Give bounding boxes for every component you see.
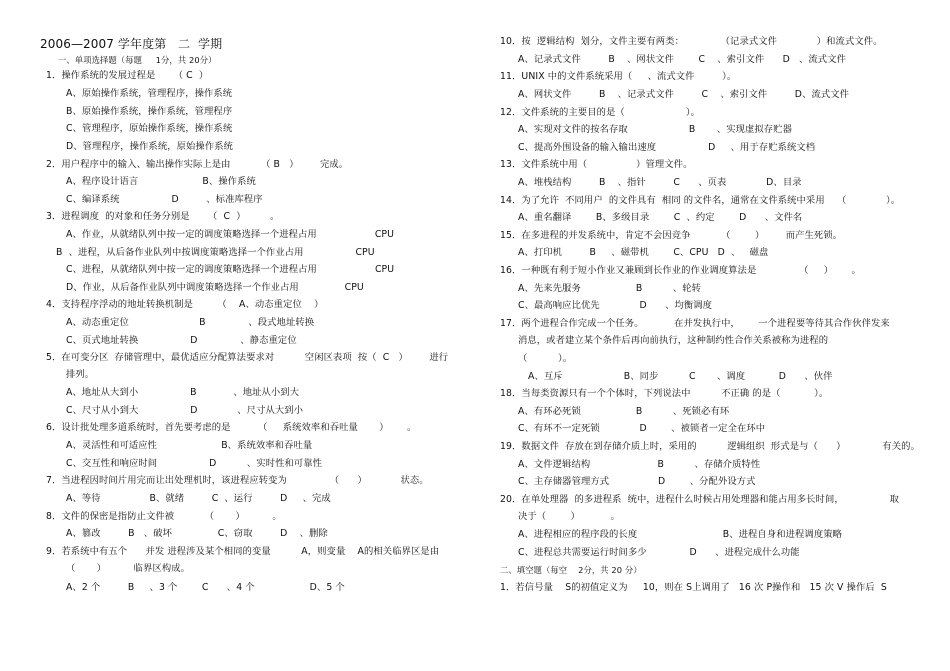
option-line: A、网状文件 B 、记录式文件 C 、索引文件 D、流式文件 <box>518 89 850 100</box>
option-line: A、等待 B、就绪 C 、运行 D 、完成 <box>66 493 331 504</box>
option-line: A、文件逻辑结构 B 、存储介质特性 <box>518 459 761 470</box>
option-line: A、重名翻译 B、多级目录 C 、约定 D 、文件名 <box>518 212 803 223</box>
question-line: 4．支持程序浮动的地址转换机制是 （ A、动态重定位 ） <box>46 299 324 310</box>
option-line: A、原始操作系统，管理程序，操作系统 <box>66 88 233 99</box>
question-line: 1．若信号量 S的初值定义为 10，则在 S上调用了 16 次 P操作和 15 次 V 操作后 S <box>500 582 887 593</box>
option-line: A、有环必死锁 B 、死锁必有环 <box>518 406 730 417</box>
option-line: C、最高响应比优先 D 、均衡调度 <box>518 300 713 311</box>
option-line: C、交互性和响应时间 D 、实时性和可靠性 <box>66 458 323 469</box>
question-line: 决于（ ） 。 <box>518 511 620 522</box>
question-line: （ ）。 <box>518 353 573 364</box>
option-line: A、灵活性和可适应性 B、系统效率和吞吐量 <box>66 440 313 451</box>
option-line: C、页式地址转换 D 、静态重定位 <box>66 335 297 346</box>
question-line: 3．进程调度 的对象和任务分别是 （ C ） 。 <box>46 211 280 222</box>
option-line: D、管理程序，操作系统，原始操作系统 <box>66 141 234 152</box>
option-line: A、记录式文件 B 、网状文件 C 、索引文件 D 、流式文件 <box>518 54 846 65</box>
option-line: A、作业，从就绪队列中按一定的调度策略选择一个进程占用 CPU <box>66 229 395 240</box>
option-line: A、篡改 B 、破坏 C、窃取 D 、删除 <box>66 528 328 539</box>
option-line: A、动态重定位 B 、段式地址转换 <box>66 317 315 328</box>
option-line: C、主存储器管理方式 D 、分配外设方式 <box>518 476 756 487</box>
section-heading: 一、单项选择题（每题 1分，共 20分） <box>58 55 217 65</box>
question-line: 7．当进程因时间片用完而让出处理机时，该进程应转变为 （ ） 状态。 <box>46 475 429 486</box>
option-line: A、堆栈结构 B 、指针 C 、页表 D、目录 <box>518 177 802 188</box>
option-line: A、2 个 B 、3 个 C 、4 个 D、5 个 <box>66 582 345 593</box>
option-line: C、进程总共需要运行时间多少 D 、进程完成什么功能 <box>518 547 800 558</box>
question-line: 18．当每类资源只有一个个体时，下列说法中 不正确 的是（ ）。 <box>500 388 829 399</box>
option-line: A、互斥 B、同步 C 、调度 D 、伙伴 <box>528 371 833 382</box>
question-line: 1．操作系统的发展过程是 （ C ） <box>46 70 209 81</box>
option-line: A、地址从大到小 B 、地址从小到大 <box>66 387 300 398</box>
question-line: 15．在多进程的并发系统中，肯定不会因竞争 （ ） 而产生死锁。 <box>500 230 843 241</box>
question-line: 10．按 逻辑结构 划分，文件主要有两类： （记录式文件 ）和流式文件。 <box>500 36 883 47</box>
question-line: 13．文件系统中用（ ）管理文件。 <box>500 159 693 170</box>
option-line: C、有环不一定死锁 D 、被锁者一定全在环中 <box>518 423 766 434</box>
option-line: A、进程相应的程序段的长度 B、进程自身和进程调度策略 <box>518 529 843 540</box>
question-line: 9．若系统中有五个 并发 进程涉及某个相同的变量 A，则变量 A的相关临界区是由 <box>46 546 440 557</box>
exam-title: 2006—2007 学年度第 二 学期 <box>40 37 223 51</box>
question-line: 19．数据文件 存放在到存储介质上时，采用的 逻辑组织 形式是与（ ） 有关的。 <box>500 441 920 452</box>
option-line: B、原始操作系统，操作系统，管理程序 <box>66 106 233 117</box>
question-line: 14．为了允许 不同用户 的文件具有 相同 的文件名，通常在文件系统中采用 （ ）。 <box>500 195 901 206</box>
option-line: A、打印机 B 、磁带机 C、CPU D 、 磁盘 <box>518 247 769 258</box>
option-line: A、先来先服务 B 、轮转 <box>518 283 702 294</box>
question-line: （ ） 临界区构成。 <box>66 563 191 574</box>
question-line: 20．在单处理器 的多进程系 统中，进程什么时候占用处理器和能占用多长时间， 取 <box>500 494 899 505</box>
question-line: 11．UNIX 中的文件系统采用（ 、流式文件 ）。 <box>500 71 737 82</box>
option-line: C、进程，从就绪队列中按一定的调度策略选择一个进程占用 CPU <box>66 264 395 275</box>
question-line: 16．一种既有利于短小作业又兼顾到长作业的作业调度算法是 （ ） 。 <box>500 265 861 276</box>
option-line: A、程序设计语言 B、操作系统 <box>66 176 256 187</box>
question-line: 6．设计批处理多道系统时，首先要考虑的是 （ 系统效率和吞吐量 ） 。 <box>46 422 417 433</box>
option-line: C、提高外围设备的输入输出速度 D 、用于存贮系统文档 <box>518 142 816 153</box>
option-line: C、管理程序，原始操作系统，操作系统 <box>66 123 233 134</box>
question-line: 排列。 <box>66 369 95 380</box>
option-line: C、编译系统 D 、标准库程序 <box>66 194 263 205</box>
option-line: C、尺寸从小到大 D 、尺寸从大到小 <box>66 405 304 416</box>
option-line: B 、进程，从后备作业队列中按调度策略选择一个作业占用 CPU <box>56 247 375 258</box>
question-line: 5．在可变分区 存储管理中，最优适应分配算法要求对 空闲区表项 按（ C ） 进行 <box>46 352 449 363</box>
option-line: D、作业，从后备作业队列中调度策略选择一个作业占用 CPU <box>66 282 364 293</box>
question-line: 2．用户程序中的输入、输出操作实际上是由 （ B ） 完成。 <box>46 159 349 170</box>
question-line: 17．两个进程合作完成一个任务。 在并发执行中， 一个进程要等待其合作伙伴发来 <box>500 318 890 329</box>
section-heading: 二、填空题（每空 2分，共 20 分） <box>500 565 642 575</box>
question-line: 消息，或者建立某个条件后再向前执行，这种制约性合作关系被称为进程的 <box>518 335 829 346</box>
option-line: A、实现对文件的按名存取 B 、实现虚拟存贮器 <box>518 124 792 135</box>
question-line: 8．文件的保密是指防止文件被 （ ） 。 <box>46 511 282 522</box>
question-line: 12．文件系统的主要目的是（ ）。 <box>500 107 701 118</box>
